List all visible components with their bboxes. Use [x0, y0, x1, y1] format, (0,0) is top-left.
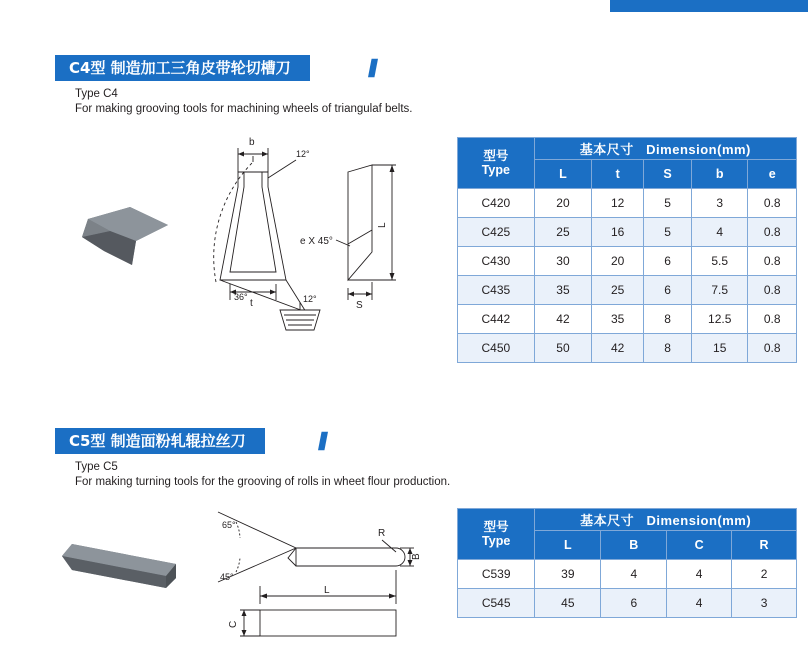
cell-L: 50 — [534, 334, 591, 363]
cell-L: 30 — [534, 247, 591, 276]
section-c5 — [0, 428, 808, 488]
cell-L: 25 — [534, 218, 591, 247]
label-c4-angle-36: 36° — [234, 292, 248, 302]
c5-th-dimension: 基本尺寸 Dimension(mm) — [535, 509, 797, 531]
cell-e: 0.8 — [748, 334, 797, 363]
cell-e: 0.8 — [748, 305, 797, 334]
cell-t: 16 — [592, 218, 644, 247]
cell-S: 8 — [644, 305, 692, 334]
section-c5-header — [0, 428, 808, 454]
cell-e: 0.8 — [748, 189, 797, 218]
c4-th-e: e — [748, 160, 797, 189]
cell-b: 12.5 — [692, 305, 748, 334]
cell-type: C545 — [458, 589, 535, 618]
section-c4-title-band — [55, 55, 310, 81]
cell-type: C425 — [458, 218, 535, 247]
cell-L: 39 — [535, 560, 601, 589]
cell-L: 42 — [534, 305, 591, 334]
cell-type: C539 — [458, 560, 535, 589]
table-row — [458, 247, 797, 276]
section-c5-title: C5型 制造面粉轧辊拉丝刀 — [69, 432, 246, 450]
c4-th-dimension: 基本尺寸 Dimension(mm) — [534, 138, 796, 160]
c4-th-S: S — [644, 160, 692, 189]
section-c4-type: Type C4 — [75, 88, 118, 100]
label-c5-angle-65: 65° — [222, 520, 236, 530]
cell-b: 7.5 — [692, 276, 748, 305]
label-c5-angle-45: 45° — [220, 572, 234, 582]
table-c5-dimensions — [457, 508, 797, 618]
cell-S: 5 — [644, 218, 692, 247]
figure-c4-insert-3d — [70, 195, 180, 285]
label-c5-B: B — [411, 553, 422, 560]
cell-b: 5.5 — [692, 247, 748, 276]
cell-S: 5 — [644, 189, 692, 218]
label-c5-R: R — [378, 528, 386, 539]
table-row — [458, 189, 797, 218]
label-c5-C: C — [228, 620, 239, 628]
cell-L: 45 — [535, 589, 601, 618]
cell-t: 35 — [592, 305, 644, 334]
c4-th-L: L — [534, 160, 591, 189]
cell-type: C450 — [458, 334, 535, 363]
table-row — [458, 276, 797, 305]
cell-e: 0.8 — [748, 276, 797, 305]
cell-type: C442 — [458, 305, 535, 334]
cell-C: 4 — [667, 560, 732, 589]
section-c5-header-slash — [318, 428, 328, 454]
top-accent-bar — [610, 0, 808, 12]
table-row — [458, 218, 797, 247]
cell-S: 8 — [644, 334, 692, 363]
cell-L: 35 — [534, 276, 591, 305]
table-row — [458, 305, 797, 334]
label-c5-L: L — [324, 585, 330, 596]
section-c4 — [0, 55, 808, 115]
cell-b: 4 — [692, 218, 748, 247]
section-c4-description: For making grooving tools for machining wheels of triangulaf belts. — [75, 103, 413, 115]
section-c5-type: Type C5 — [75, 461, 118, 473]
cell-e: 0.8 — [748, 247, 797, 276]
cell-t: 42 — [592, 334, 644, 363]
label-c4-t: t — [250, 298, 253, 309]
cell-b: 3 — [692, 189, 748, 218]
label-c4-s: S — [356, 300, 363, 311]
label-c4-b: b — [249, 137, 255, 148]
figure-c5-insert-3d — [50, 520, 190, 600]
c5-th-R: R — [732, 531, 797, 560]
table-row — [458, 334, 797, 363]
cell-L: 20 — [534, 189, 591, 218]
label-c4-e: e X 45° — [300, 236, 333, 247]
c5-th-L: L — [535, 531, 601, 560]
cell-b: 15 — [692, 334, 748, 363]
label-c4-angle-12-top: 12° — [296, 149, 310, 159]
figure-c5-technical-drawing — [200, 500, 430, 650]
cell-R: 2 — [732, 560, 797, 589]
c4-th-t: t — [592, 160, 644, 189]
cell-S: 6 — [644, 276, 692, 305]
cell-t: 25 — [592, 276, 644, 305]
section-c4-title: C4型 制造加工三角皮带轮切槽刀 — [69, 59, 291, 77]
table-row — [458, 589, 797, 618]
cell-type: C420 — [458, 189, 535, 218]
cell-B: 4 — [601, 560, 667, 589]
cell-C: 4 — [667, 589, 732, 618]
cell-type: C435 — [458, 276, 535, 305]
cell-R: 3 — [732, 589, 797, 618]
section-c5-title-band — [55, 428, 265, 454]
cell-B: 6 — [601, 589, 667, 618]
c4-th-b: b — [692, 160, 748, 189]
c5-th-B: B — [601, 531, 667, 560]
cell-t: 20 — [592, 247, 644, 276]
section-c4-header-slash — [368, 55, 378, 81]
label-c4-angle-12-bottom: 12° — [303, 294, 317, 304]
section-c5-description: For making turning tools for the grooving of rolls in wheet flour production. — [75, 476, 451, 488]
cell-t: 12 — [592, 189, 644, 218]
cell-type: C430 — [458, 247, 535, 276]
table-row — [458, 560, 797, 589]
section-c4-header — [0, 55, 808, 81]
figure-c4-technical-drawing — [196, 132, 446, 372]
table-c4-dimensions — [457, 137, 797, 363]
cell-S: 6 — [644, 247, 692, 276]
c4-th-type: 型号 Type — [458, 138, 535, 189]
c5-th-C: C — [667, 531, 732, 560]
cell-e: 0.8 — [748, 218, 797, 247]
c5-th-type: 型号 Type — [458, 509, 535, 560]
label-c4-L: L — [377, 222, 388, 228]
